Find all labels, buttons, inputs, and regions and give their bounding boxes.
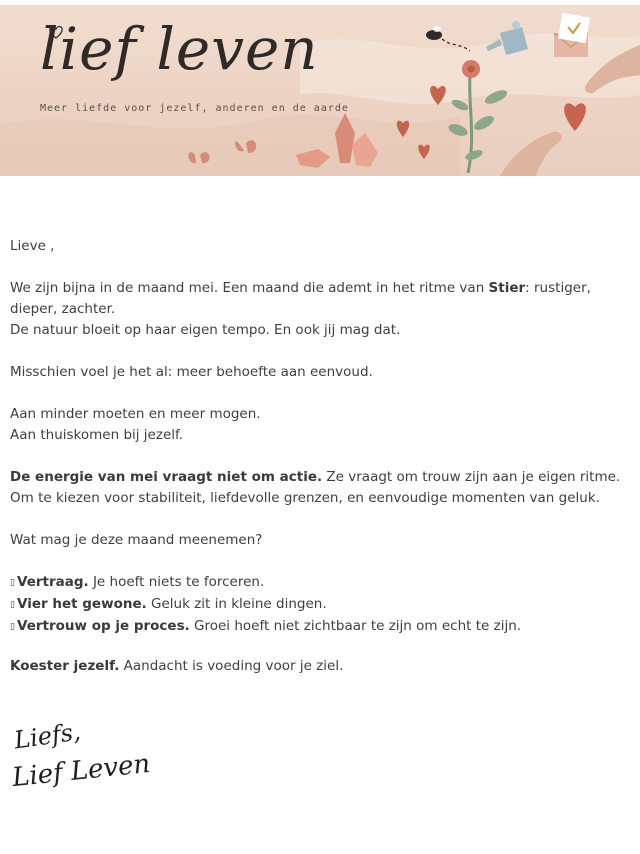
list-item: ▯ Vier het gewone. Geluk zit in kleine dingen. bbox=[10, 594, 630, 616]
bee-icon bbox=[426, 26, 470, 51]
signature-line-1: Liefs, bbox=[12, 717, 83, 755]
header-banner bbox=[0, 5, 640, 176]
signature bbox=[12, 716, 152, 806]
brand-tagline: Meer liefde voor jezelf, anderen en de aarde bbox=[40, 103, 349, 114]
greeting: Lieve , bbox=[10, 238, 55, 254]
paragraph-less-must: Aan minder moeten en meer mogen. bbox=[10, 406, 261, 422]
bullet-icon: ▯ bbox=[10, 578, 15, 588]
bullet-icon: ▯ bbox=[10, 622, 15, 632]
closing: Koester jezelf. Aandacht is voeding voor je ziel. bbox=[10, 658, 344, 674]
list-item: ▯ Vertrouw op je proces. Groei hoeft niet zichtbaar te zijn om echt te zijn. bbox=[10, 616, 630, 638]
envelope-icon bbox=[554, 13, 590, 57]
paragraph-intro: We zijn bijna in de maand mei. Een maand die ademt in het ritme van Stier: rustiger, dieper, zachter. bbox=[10, 280, 591, 317]
list-item: ▯ Vertraag. Je hoeft niets te forceren. bbox=[10, 572, 630, 594]
stier-highlight: Stier bbox=[488, 280, 526, 296]
email-body bbox=[10, 236, 630, 677]
paragraph-nature: De natuur bloeit op haar eigen tempo. En ook jij mag dat. bbox=[10, 322, 401, 338]
paragraph-energy: De energie van mei vraagt niet om actie. Ze vraagt om trouw zijn aan je eigen ritme. Om te kiezen voor stabiliteit, liefdevolle grenzen, en eenvoudige momenten van geluk. bbox=[10, 469, 621, 506]
signature-line-2: Lief Leven bbox=[10, 748, 152, 794]
brand-title: lief leven bbox=[40, 15, 319, 83]
paragraph-coming-home: Aan thuiskomen bij jezelf. bbox=[10, 427, 184, 443]
bullet-icon: ▯ bbox=[10, 600, 15, 610]
paragraph-simplicity: Misschien voel je het al: meer behoefte aan eenvoud. bbox=[10, 364, 373, 380]
question: Wat mag je deze maand meenemen? bbox=[10, 532, 263, 548]
